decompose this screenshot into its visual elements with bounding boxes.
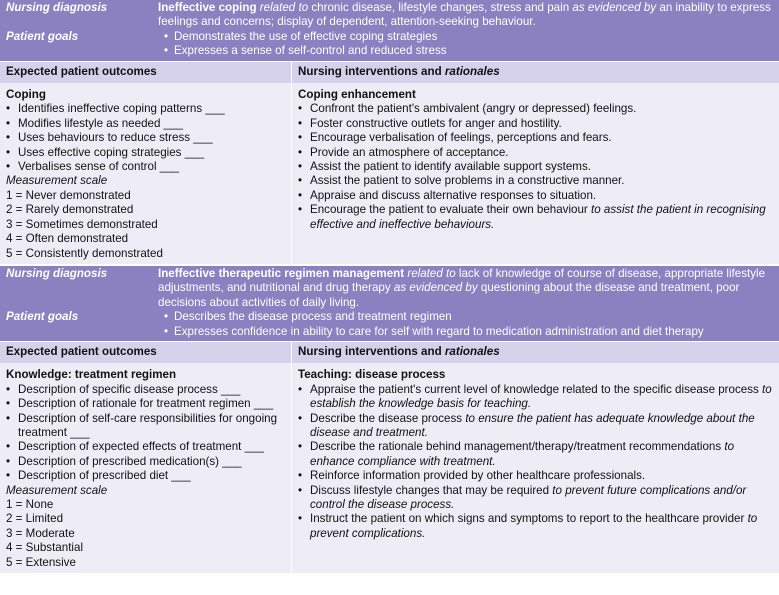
intervention-item	[298, 131, 773, 145]
bullet-icon: •	[298, 188, 303, 202]
patient-goals-label: Patient goals	[6, 29, 79, 43]
intervention-text: Describe the rationale behind management/therapy/treatment recommendations	[310, 440, 722, 454]
rationales-header-text: rationales	[444, 344, 500, 358]
outcome-title: Coping	[6, 88, 46, 102]
outcome-title: Knowledge: treatment regimen	[6, 368, 177, 382]
scale-item: 2 = Limited	[6, 512, 64, 526]
outcome-text: Description of expected effects of treatment ___	[18, 440, 264, 454]
outcome-text: Description of self-care responsibilities for ongoing treatment ___	[18, 411, 278, 439]
intervention-text: Confront the patient's ambivalent (angry or depressed) feelings.	[310, 102, 637, 116]
diagnosis-name: Ineffective coping	[158, 1, 257, 14]
intervention-item	[298, 512, 773, 541]
intervention-text: Provide an atmosphere of acceptance.	[310, 145, 509, 159]
outcomes-cell	[0, 83, 292, 264]
intervention-text: Assist the patient to identify available support systems.	[310, 160, 591, 174]
intervention-rationale: to establish the knowledge basis for teaching.	[310, 382, 772, 411]
outcome-text: Description of prescribed medication(s) ___	[18, 454, 242, 468]
intervention-text: Reinforce information provided by other healthcare professionals.	[310, 469, 646, 483]
intervention-text-wrap	[310, 203, 773, 232]
intervention-text-wrap	[310, 383, 773, 412]
intervention-item	[298, 117, 773, 131]
bullet-icon: •	[163, 29, 169, 43]
expected-outcomes-header: Expected patient outcomes	[0, 342, 292, 363]
diagnosis-name: Ineffective therapeutic regimen management	[158, 266, 405, 280]
intervention-rationale: to prevent complications.	[310, 512, 758, 540]
interventions-header	[292, 62, 779, 83]
goal-item	[158, 30, 773, 44]
scale-item: 2 = Rarely demonstrated	[6, 203, 134, 217]
diagnosis-band	[0, 266, 779, 341]
outcome-text: Verbalises sense of control ___	[18, 160, 180, 174]
intervention-text: Discuss lifestyle changes that may be required	[310, 483, 550, 497]
intervention-text: Appraise the patient's current level of knowledge related to the specific disease process	[310, 382, 759, 396]
intervention-rationale: to prevent future complications and/or control the disease process.	[310, 483, 747, 511]
outcome-item	[6, 146, 285, 160]
goal-text: Describes the disease process and treatment regimen	[174, 310, 452, 324]
scale-item: 4 = Often demonstrated	[6, 232, 129, 246]
intervention-rationale: to enhance compliance with treatment.	[310, 440, 735, 468]
diagnosis-row	[6, 1, 773, 30]
interventions-cell	[292, 83, 779, 264]
patient-goals-label-spacer	[6, 325, 158, 339]
bullet-icon: •	[298, 512, 303, 526]
diagnosis-row	[6, 267, 773, 310]
intervention-item	[298, 469, 773, 483]
bullet-icon: •	[6, 102, 11, 116]
goal-item	[158, 325, 773, 339]
bullet-icon: •	[163, 310, 169, 324]
outcomes-cell	[0, 363, 292, 573]
intervention-item	[298, 189, 773, 203]
intervention-text-wrap	[310, 189, 773, 203]
column-header-row	[0, 61, 779, 83]
outcome-text: Description of specific disease process ___	[18, 382, 241, 396]
intervention-text-wrap	[310, 440, 773, 469]
outcome-item	[6, 102, 285, 116]
outcome-text: Identifies ineffective coping patterns ___	[18, 102, 225, 116]
diagnosis-text	[158, 267, 773, 310]
scale-item: 3 = Sometimes demonstrated	[6, 217, 158, 231]
evidenced-by-phrase: as evidenced by	[390, 281, 478, 295]
nursing-diagnosis-label: Nursing diagnosis	[6, 1, 108, 14]
bullet-icon: •	[6, 145, 11, 159]
bullet-icon: •	[6, 397, 11, 411]
outcome-item	[6, 160, 285, 174]
goal-text: Expresses a sense of self-control and reduced stress	[174, 44, 447, 58]
bullet-icon: •	[6, 116, 11, 130]
diagnosis-evidence: questioning about the disease and treatment, poor decisions about activities of daily living.	[158, 281, 740, 309]
scale-item: 5 = Extensive	[6, 555, 76, 569]
intervention-text-wrap	[310, 174, 773, 188]
intervention-item	[298, 383, 773, 412]
bullet-icon: •	[6, 411, 11, 425]
interventions-header-text: Nursing interventions and	[298, 64, 445, 78]
goal-row	[6, 30, 773, 44]
outcome-item	[6, 117, 285, 131]
intervention-text-wrap	[310, 146, 773, 160]
intervention-item	[298, 102, 773, 116]
intervention-item	[298, 174, 773, 188]
intervention-text-wrap	[310, 160, 773, 174]
measurement-scale-label: Measurement scale	[6, 483, 108, 497]
scale-item: 4 = Substantial	[6, 541, 84, 555]
related-to-phrase: related to	[404, 266, 456, 280]
intervention-text-wrap	[310, 469, 773, 483]
diagnosis-evidence: an inability to express feelings and concerns; display of dependent, attention-seeking behaviour.	[158, 1, 771, 29]
intervention-item	[298, 203, 773, 232]
intervention-text: Foster constructive outlets for anger and hostility.	[310, 116, 562, 130]
diagnosis-causes: lack of knowledge of course of disease, appropriate lifestyle adjustments, and nutritional and drug therapy	[158, 266, 766, 295]
intervention-title: Coping enhancement	[298, 88, 416, 102]
bullet-icon: •	[298, 203, 303, 217]
goal-row	[6, 325, 773, 339]
intervention-text-wrap	[310, 117, 773, 131]
outcome-text: Description of rationale for treatment regimen ___	[18, 397, 274, 411]
outcome-item	[6, 469, 285, 483]
intervention-text: Assist the patient to solve problems in a constructive manner.	[310, 174, 625, 188]
scale-item: 1 = Never demonstrated	[6, 188, 131, 202]
outcome-item	[6, 440, 285, 454]
bullet-icon: •	[298, 102, 303, 116]
bullet-icon: •	[6, 160, 11, 174]
goal-text: Expresses confidence in ability to care for self with regard to medication administration and diet therapy	[174, 324, 704, 338]
diagnosis-band	[0, 0, 779, 61]
outcome-text: Uses effective coping strategies ___	[18, 145, 205, 159]
bullet-icon: •	[298, 174, 303, 188]
bullet-icon: •	[163, 44, 169, 58]
bullet-icon: •	[298, 116, 303, 130]
patient-goals-label: Patient goals	[6, 310, 79, 324]
intervention-item	[298, 412, 773, 441]
intervention-text-wrap	[310, 131, 773, 145]
bullet-icon: •	[6, 469, 11, 483]
intervention-rationale: to assist the patient in recognising effective and ineffective behaviours.	[310, 203, 766, 231]
intervention-item	[298, 440, 773, 469]
bullet-icon: •	[298, 145, 303, 159]
interventions-header-text: Nursing interventions and	[298, 344, 445, 358]
intervention-text: Encourage verbalisation of feelings, perceptions and fears.	[310, 131, 612, 145]
outcome-item	[6, 412, 285, 441]
outcome-item	[6, 131, 285, 145]
content-row	[0, 83, 779, 264]
intervention-item	[298, 484, 773, 513]
bullet-icon: •	[6, 382, 11, 396]
expected-outcomes-header: Expected patient outcomes	[0, 62, 292, 83]
intervention-text: Encourage the patient to evaluate their own behaviour	[310, 203, 588, 217]
patient-goals-label-spacer	[6, 44, 158, 58]
bullet-icon: •	[6, 454, 11, 468]
bullet-icon: •	[6, 131, 11, 145]
bullet-icon: •	[298, 382, 303, 396]
outcome-item	[6, 455, 285, 469]
outcome-item	[6, 397, 285, 411]
goal-text: Demonstrates the use of effective coping strategies	[174, 29, 438, 43]
intervention-text: Instruct the patient on which signs and symptoms to report to the healthcare provider	[310, 512, 745, 526]
scale-item: 5 = Consistently demonstrated	[6, 246, 163, 260]
goal-item	[158, 44, 773, 58]
intervention-text: Appraise and discuss alternative responses to situation.	[310, 188, 597, 202]
intervention-text-wrap	[310, 102, 773, 116]
intervention-item	[298, 160, 773, 174]
bullet-icon: •	[298, 469, 303, 483]
intervention-rationale: to ensure the patient has adequate knowledge about the disease and treatment.	[310, 411, 755, 439]
bullet-icon: •	[298, 131, 303, 145]
outcome-item	[6, 383, 285, 397]
measurement-scale-label: Measurement scale	[6, 174, 108, 188]
bullet-icon: •	[298, 160, 303, 174]
goal-item	[158, 310, 773, 324]
goal-row	[6, 44, 773, 58]
bullet-icon: •	[6, 440, 11, 454]
diagnosis-text	[158, 1, 773, 30]
related-to-phrase: related to	[256, 1, 309, 14]
outcome-text: Description of prescribed diet ___	[18, 469, 191, 483]
nursing-diagnosis-label: Nursing diagnosis	[6, 266, 108, 280]
bullet-icon: •	[298, 411, 303, 425]
bullet-icon: •	[298, 483, 303, 497]
scale-item: 1 = None	[6, 498, 54, 511]
intervention-title: Teaching: disease process	[298, 368, 446, 382]
content-row	[0, 363, 779, 573]
intervention-text: Describe the disease process	[310, 411, 463, 425]
interventions-header	[292, 342, 779, 363]
intervention-text-wrap	[310, 412, 773, 441]
intervention-text-wrap	[310, 484, 773, 513]
interventions-cell	[292, 363, 779, 573]
column-header-row	[0, 341, 779, 363]
outcome-text: Modifies lifestyle as needed ___	[18, 116, 183, 130]
intervention-text-wrap	[310, 512, 773, 541]
evidenced-by-phrase: as evidenced by	[569, 1, 657, 14]
rationales-header-text: rationales	[444, 64, 500, 78]
intervention-item	[298, 146, 773, 160]
bullet-icon: •	[163, 324, 169, 338]
outcome-text: Uses behaviours to reduce stress ___	[18, 131, 213, 145]
diagnosis-causes: chronic disease, lifestyle changes, stress and pain	[308, 1, 570, 14]
scale-item: 3 = Moderate	[6, 526, 75, 540]
bullet-icon: •	[298, 440, 303, 454]
goal-row	[6, 310, 773, 324]
